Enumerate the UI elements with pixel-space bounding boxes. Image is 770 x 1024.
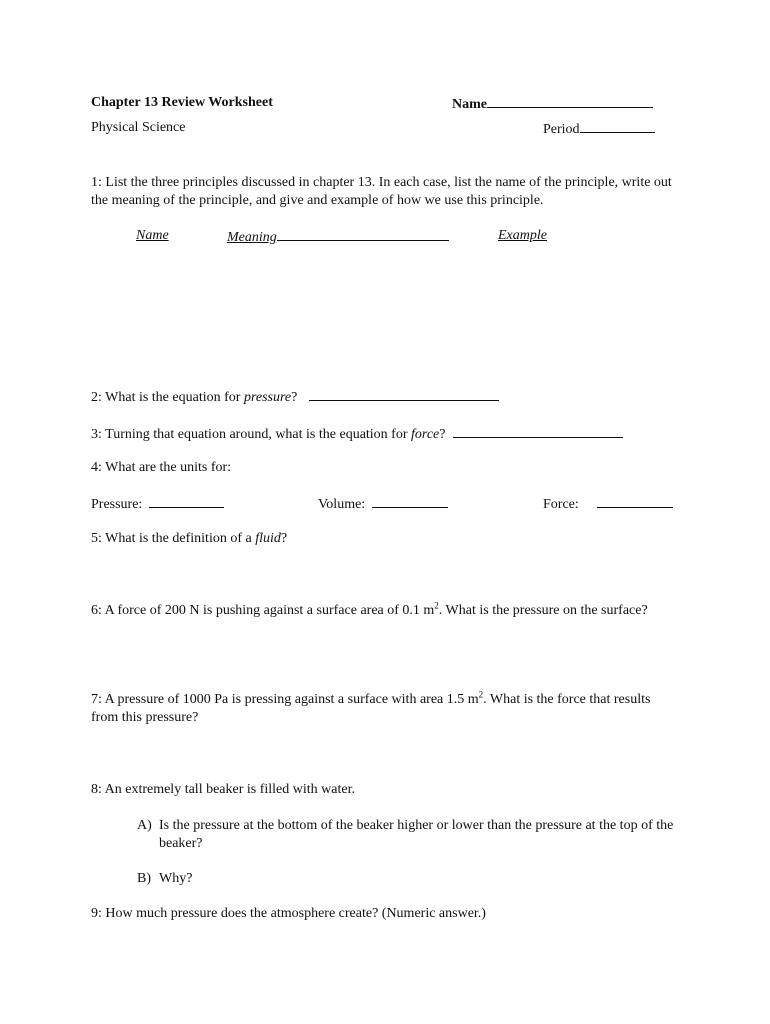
force-units-blank[interactable] [597, 494, 673, 508]
question-2: 2: What is the equation for pressure? [91, 387, 499, 407]
pressure-units-field [91, 494, 224, 514]
question-8a: Is the pressure at the bottom of the beaker higher or lower than the pressure at the top of the beaker? [159, 818, 674, 851]
column-header-meaning: Meaning [227, 227, 449, 247]
force-units-field [543, 494, 673, 514]
name-blank[interactable] [487, 94, 653, 108]
pressure-equation-blank[interactable] [309, 387, 499, 401]
subject-label: Physical Science [91, 120, 186, 135]
question-8a-marker: A) [137, 818, 152, 833]
question-4: 4: What are the units for: [91, 460, 232, 475]
worksheet-title: Chapter 13 Review Worksheet [91, 95, 273, 110]
period-field [543, 119, 655, 139]
column-header-example: Example [498, 228, 547, 243]
question-8: 8: An extremely tall beaker is filled with water. [91, 782, 355, 797]
question-8b: Why? [159, 871, 193, 886]
volume-units-blank[interactable] [372, 494, 448, 508]
question-3: 3: Turning that equation around, what is the equation for force? [91, 424, 623, 444]
pressure-units-blank[interactable] [149, 494, 224, 508]
name-field [452, 94, 653, 114]
question-5: 5: What is the definition of a fluid? [91, 531, 288, 546]
question-6: 6: A force of 200 N is pushing against a surface area of 0.1 $m^2$. What is the pressure on the surface? [91, 600, 648, 618]
force-equation-blank[interactable] [453, 424, 623, 438]
name-label: Name [452, 97, 487, 112]
question-1: 1: List the three principles discussed in chapter 13. In each case, list the name of the principle, write out the meaning of the principle, and give and example of how we use this principle. [91, 175, 672, 208]
force-units-label: Force: [543, 497, 579, 512]
column-header-name: Name [136, 228, 169, 243]
volume-units-label: Volume: [318, 497, 366, 512]
period-label: Period [543, 122, 580, 137]
volume-units-field [318, 494, 448, 514]
question-8b-marker: B) [137, 871, 151, 886]
question-9: 9: How much pressure does the atmosphere create? (Numeric answer.) [91, 906, 486, 921]
meaning-underline [277, 227, 449, 241]
question-7: 7: A pressure of 1000 Pa is pressing against a surface with area 1.5 $m^2$. What is the force that results from this pressure? [91, 689, 651, 725]
pressure-units-label: Pressure: [91, 497, 143, 512]
period-blank[interactable] [580, 119, 655, 133]
